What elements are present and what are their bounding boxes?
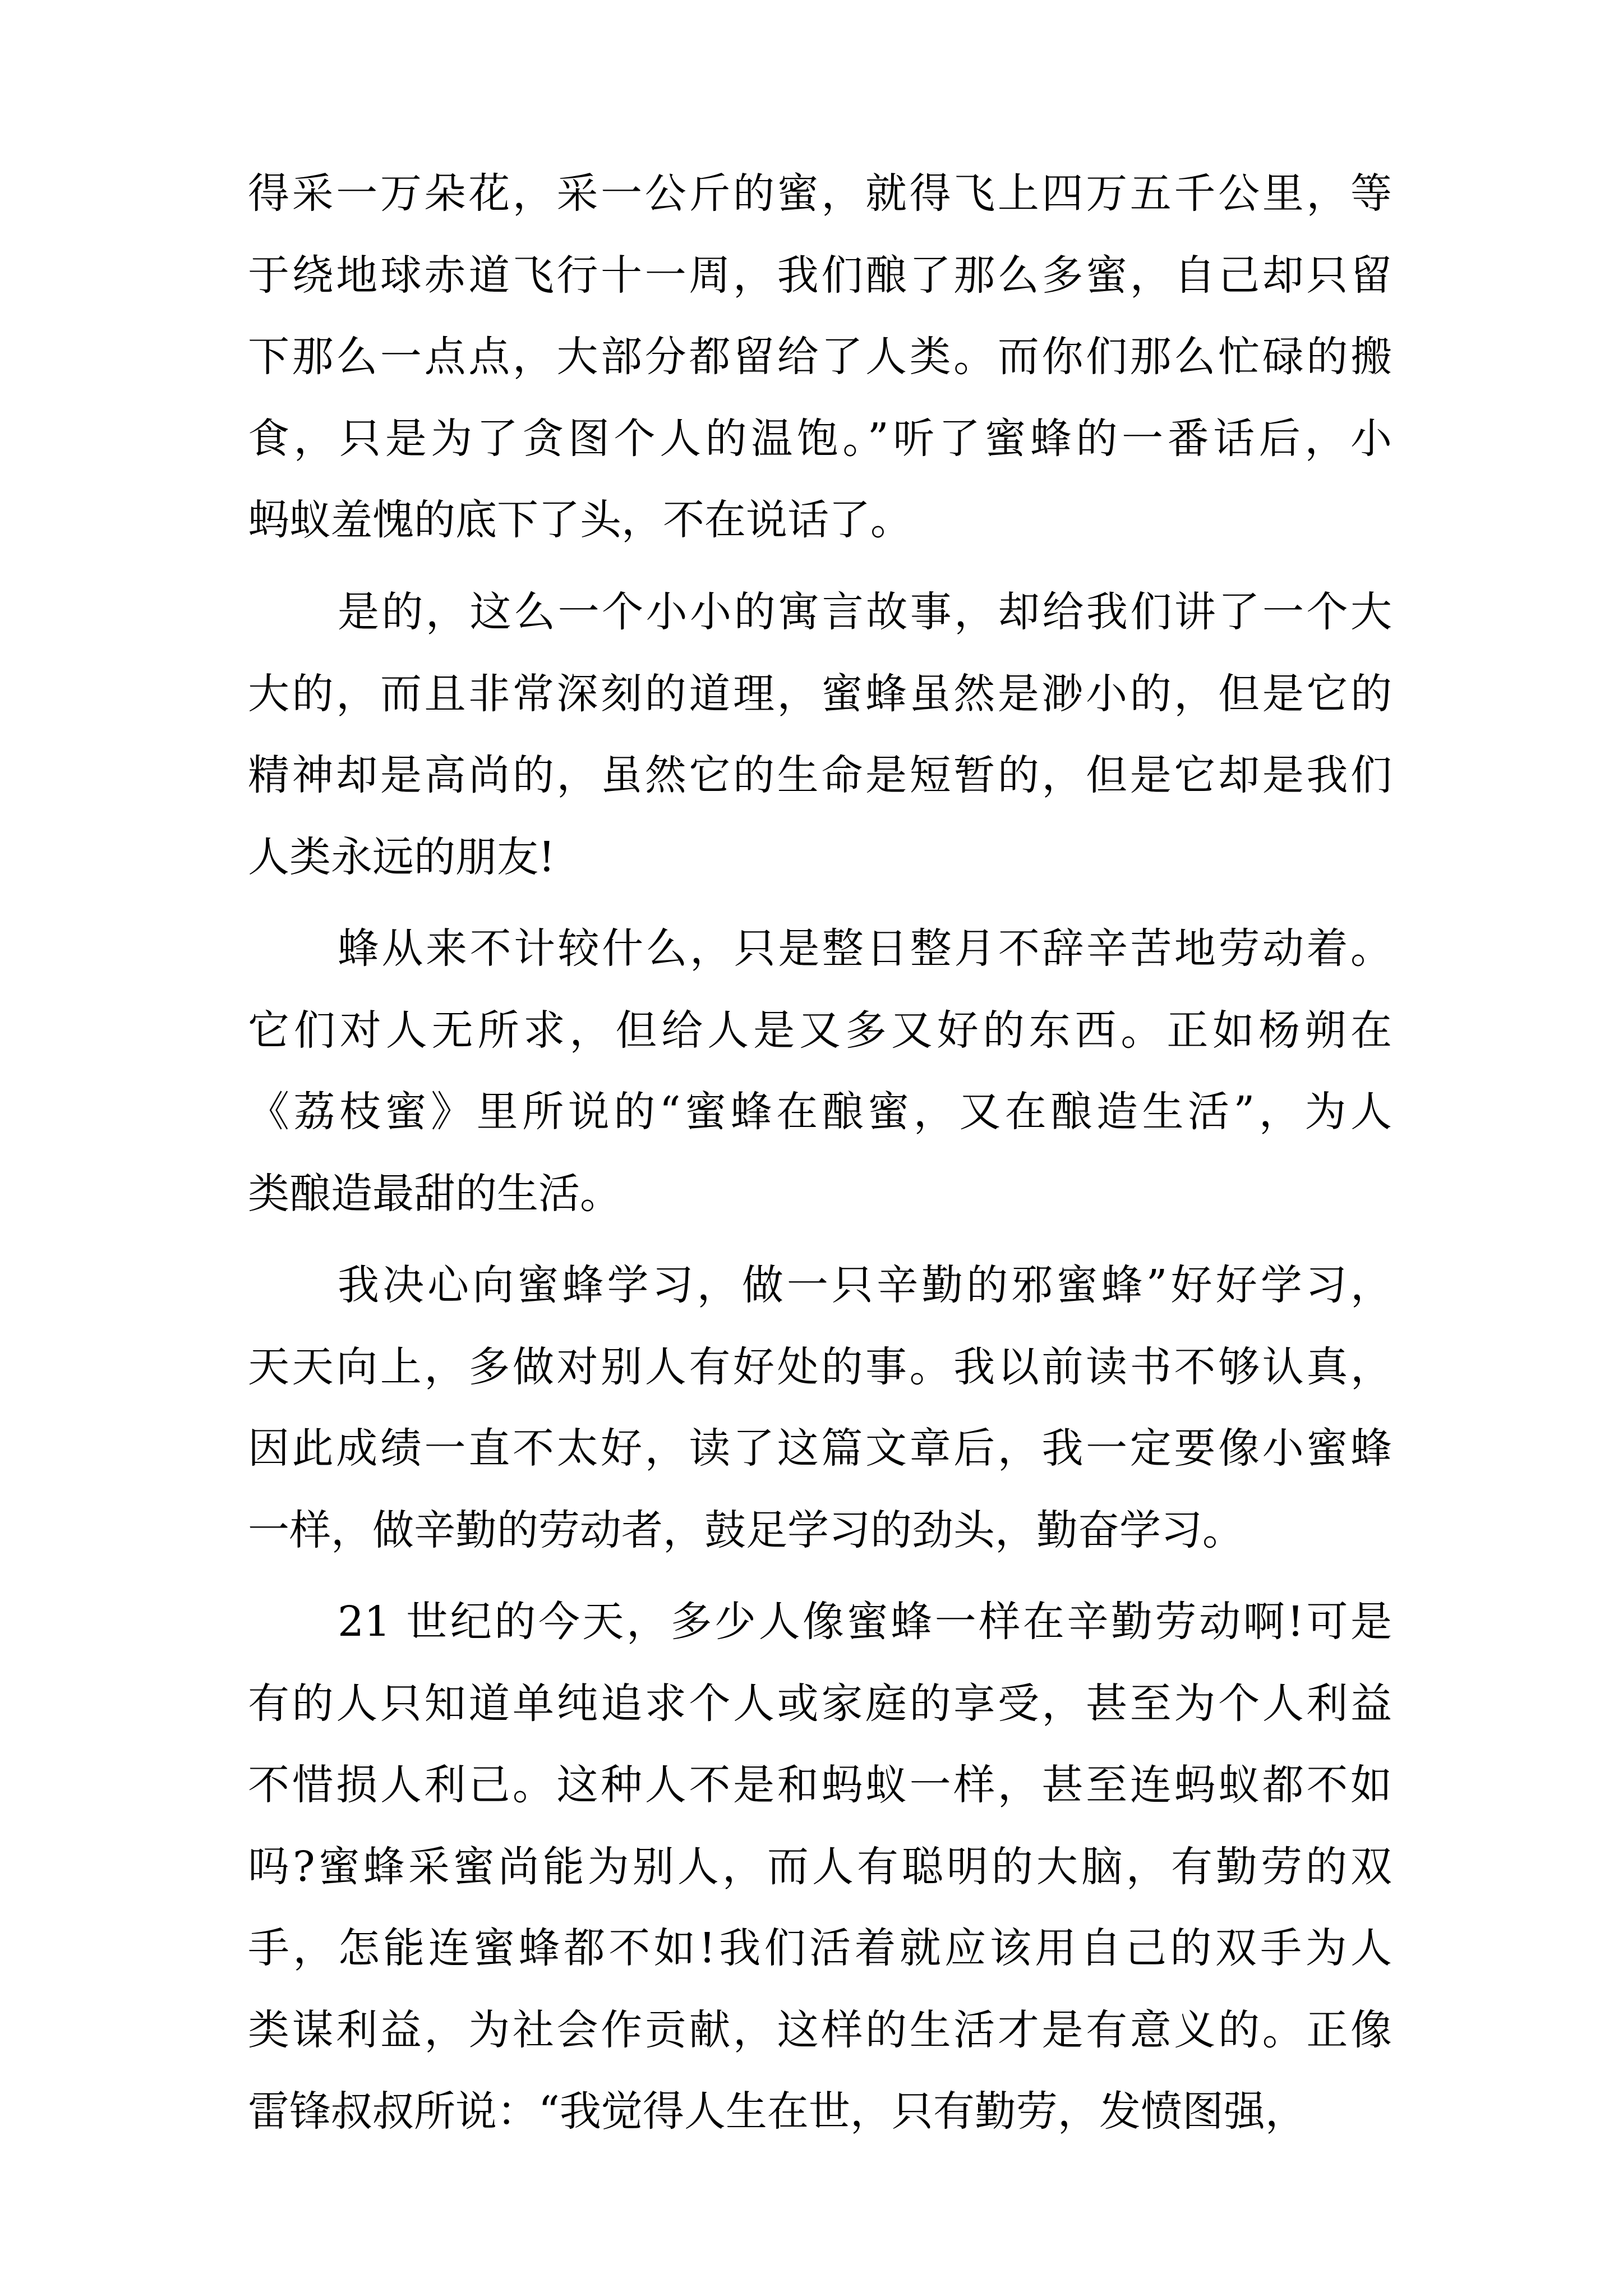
text-line: 得采一万朵花，采一公斤的蜜，就得飞上四万五千公里，等 (248, 169, 1392, 218)
text-line: 一样，做辛勤的劳动者，鼓足学习的劲头，勤奋学习。 (248, 1506, 1244, 1554)
text-line: 蜂从来不计较什么，只是整日整月不辞辛苦地劳动着。 (338, 924, 1392, 973)
text-line: 蚂蚁羞愧的底下了头，不在说话了。 (248, 496, 912, 544)
text-line: 下那么一点点，大部分都留给了人类。而你们那么忙碌的搬 (248, 333, 1392, 381)
text-line: 大的，而且非常深刻的道理，蜜蜂虽然是渺小的，但是它的 (248, 670, 1392, 718)
text-line: 它们对人无所求，但给人是又多又好的东西。正如杨朔在 (248, 1006, 1392, 1055)
text-line: 因此成绩一直不太好，读了这篇文章后，我一定要像小蜜蜂 (248, 1424, 1392, 1473)
text-line: 雷锋叔叔所说：“我觉得人生在世，只有勤劳，发愤图强， (248, 2087, 1307, 2136)
text-line: 我决心向蜜蜂学习，做一只辛勤的邪蜜蜂”好好学习， (338, 1261, 1392, 1309)
text-line: 21 世纪的今天，多少人像蜜蜂一样在辛勤劳动啊!可是 (338, 1598, 1392, 1646)
text-line: 手，怎能连蜜蜂都不如!我们活着就应该用自己的双手为人 (248, 1924, 1392, 1972)
text-line: 类谋利益，为社会作贡献，这样的生活才是有意义的。正像 (248, 2006, 1392, 2054)
text-line: 是的，这么一个小小的寓言故事，却给我们讲了一个大 (338, 588, 1392, 636)
text-line: 有的人只知道单纯追求个人或家庭的享受，甚至为个人利益 (248, 1680, 1392, 1728)
text-line: 天天向上，多做对别人有好处的事。我以前读书不够认真， (248, 1343, 1392, 1391)
text-line: 精神却是高尚的，虽然它的生命是短暂的，但是它却是我们 (248, 751, 1392, 799)
text-line: 吗?蜜蜂采蜜尚能为别人，而人有聪明的大脑，有勤劳的双 (248, 1843, 1392, 1891)
text-line: 于绕地球赤道飞行十一周，我们酿了那么多蜜，自己却只留 (248, 251, 1392, 300)
text-line: 不惜损人利己。这种人不是和蚂蚁一样，甚至连蚂蚁都不如 (248, 1761, 1392, 1809)
text-line: 《荔枝蜜》里所说的“蜜蜂在酿蜜，又在酿造生活”，为人 (248, 1088, 1392, 1136)
text-line: 人类永远的朋友! (248, 833, 555, 881)
text-line: 类酿造最甜的生活。 (248, 1170, 621, 1218)
text-line: 食，只是为了贪图个人的温饱。”听了蜜蜂的一番话后，小 (248, 415, 1392, 463)
